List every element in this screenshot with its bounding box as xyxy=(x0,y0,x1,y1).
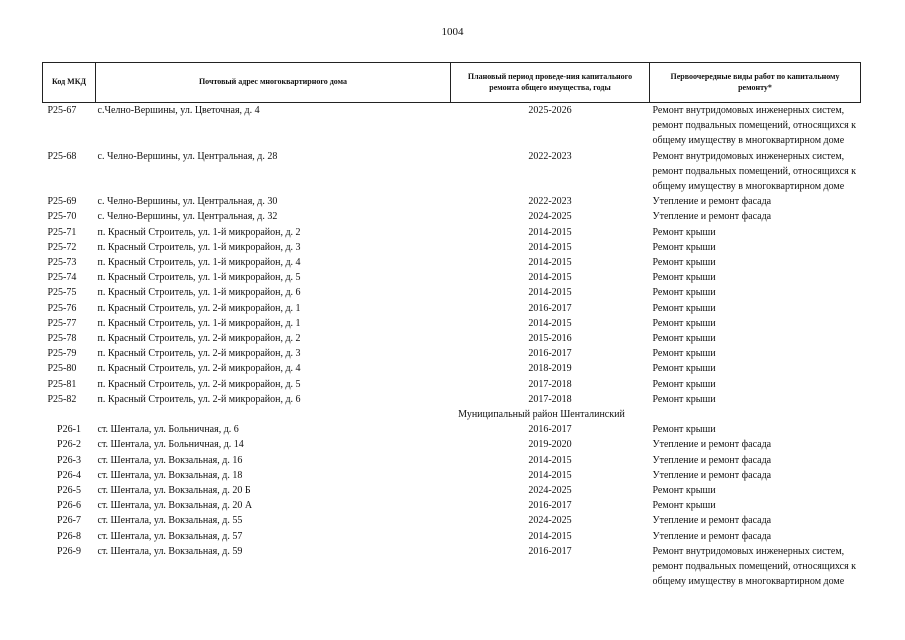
row-code: Р26-6 xyxy=(57,500,81,512)
table-row xyxy=(43,392,861,407)
row-works: Ремонт крыши xyxy=(652,363,716,375)
row-works: Ремонт крыши xyxy=(652,378,716,390)
row-period: 2018-2019 xyxy=(528,363,572,375)
row-code: Р25-78 xyxy=(47,333,77,345)
table-row xyxy=(43,301,861,316)
row-address: п. Красный Строитель, ул. 1-й микрорайон, д. 4 xyxy=(97,257,301,269)
row-code: Р25-69 xyxy=(47,196,77,208)
row-works: Ремонт крыши xyxy=(652,393,716,405)
row-works: Ремонт внутридомовых инженерных систем, ремонт подвальных помещений, относящихся к общему имуществу в многоквартирном доме xyxy=(652,105,857,147)
row-works: Ремонт внутридомовых инженерных систем, ремонт подвальных помещений, относящихся к общему имуществу в многоквартирном доме xyxy=(652,545,857,588)
row-code: Р25-81 xyxy=(47,378,77,390)
row-address: п. Красный Строитель, ул. 2-й микрорайон, д. 1 xyxy=(97,302,301,314)
row-code: Р26-1 xyxy=(57,424,81,436)
table-row xyxy=(43,453,861,468)
row-address: с. Челно-Вершины, ул. Центральная, д. 30 xyxy=(97,196,278,208)
row-code: Р26-4 xyxy=(57,469,81,481)
row-code: Р25-75 xyxy=(47,287,77,299)
row-code: Р26-7 xyxy=(57,515,81,527)
table-row xyxy=(43,513,861,528)
row-code: Р25-79 xyxy=(47,348,77,360)
row-period: 2014-2015 xyxy=(528,241,572,253)
row-period: 2024-2025 xyxy=(528,211,572,223)
row-address: п. Красный Строитель, ул. 1-й микрорайон, д. 5 xyxy=(97,272,301,284)
row-works: Утепление и ремонт фасада xyxy=(652,211,772,223)
row-works: Ремонт внутридомовых инженерных систем, ремонт подвальных помещений, относящихся к общему имуществу в многоквартирном доме xyxy=(652,150,857,193)
table-row xyxy=(43,209,861,224)
row-period: 2014-2015 xyxy=(528,317,572,329)
table-row xyxy=(43,103,861,149)
row-code: Р25-72 xyxy=(47,241,77,253)
row-address: ст. Шентала, ул. Вокзальная, д. 20 А xyxy=(97,500,253,512)
row-works: Утепление и ремонт фасада xyxy=(652,439,772,451)
header-code: Код МКД xyxy=(43,63,96,103)
row-period: 2015-2016 xyxy=(528,333,572,345)
row-period: 2016-2017 xyxy=(528,302,572,314)
table-row xyxy=(43,377,861,392)
table-body-group2 xyxy=(43,422,861,589)
row-works: Утепление и ремонт фасада xyxy=(652,469,772,481)
table-row xyxy=(43,240,861,255)
table-header xyxy=(43,63,861,103)
capital-repair-table xyxy=(42,62,861,590)
row-code: Р25-77 xyxy=(47,317,77,329)
row-code: Р25-67 xyxy=(47,105,77,116)
table-row xyxy=(43,529,861,544)
row-works: Ремонт крыши xyxy=(652,348,716,360)
table-row xyxy=(43,468,861,483)
row-works: Ремонт крыши xyxy=(652,241,716,253)
row-code: Р26-9 xyxy=(57,545,81,557)
row-works: Ремонт крыши xyxy=(652,257,716,269)
row-address: п. Красный Строитель, ул. 2-й микрорайон, д. 3 xyxy=(97,348,301,360)
header-address: Почтовый адрес многоквартирного дома xyxy=(96,63,451,103)
row-period: 2016-2017 xyxy=(528,424,572,436)
table-row xyxy=(43,544,861,590)
row-address: ст. Шентала, ул. Вокзальная, д. 59 xyxy=(97,545,243,557)
row-address: ст. Шентала, ул. Вокзальная, д. 18 xyxy=(97,469,243,481)
row-period: 2022-2023 xyxy=(528,150,572,162)
row-works: Ремонт крыши xyxy=(652,500,716,512)
row-address: ст. Шентала, ул. Больничная, д. 6 xyxy=(97,424,239,436)
row-period: 2014-2015 xyxy=(528,469,572,481)
row-address: п. Красный Строитель, ул. 2-й микрорайон, д. 5 xyxy=(97,378,301,390)
row-code: Р26-8 xyxy=(57,530,81,542)
row-works: Ремонт крыши xyxy=(652,302,716,314)
row-address: с. Челно-Вершины, ул. Центральная, д. 28 xyxy=(97,150,278,162)
table-row xyxy=(43,498,861,513)
row-address: ст. Шентала, ул. Вокзальная, д. 55 xyxy=(97,515,243,527)
row-period: 2014-2015 xyxy=(528,454,572,466)
row-address: п. Красный Строитель, ул. 1-й микрорайон, д. 3 xyxy=(97,241,301,253)
table-row xyxy=(43,285,861,300)
row-period: 2014-2015 xyxy=(528,272,572,284)
row-works: Ремонт крыши xyxy=(652,485,716,497)
row-works: Ремонт крыши xyxy=(652,226,716,238)
section-title: Муниципальный район Шенталинский xyxy=(458,409,625,421)
row-period: 2017-2018 xyxy=(528,393,572,405)
row-period: 2024-2025 xyxy=(528,485,572,497)
table-row xyxy=(43,316,861,331)
row-address: ст. Шентала, ул. Вокзальная, д. 57 xyxy=(97,530,243,542)
row-period: 2014-2015 xyxy=(528,226,572,238)
row-address: с. Челно-Вершины, ул. Центральная, д. 32 xyxy=(97,211,278,223)
row-code: Р25-74 xyxy=(47,272,77,284)
row-works: Утепление и ремонт фасада xyxy=(652,515,772,527)
row-works: Ремонт крыши xyxy=(652,272,716,284)
row-works: Ремонт крыши xyxy=(652,317,716,329)
table-row xyxy=(43,149,861,195)
row-works: Ремонт крыши xyxy=(652,424,716,436)
header-works: Первоочередные виды работ по капитальному ремонту* xyxy=(650,63,861,103)
row-code: Р25-71 xyxy=(47,226,77,238)
row-code: Р26-5 xyxy=(57,485,81,497)
row-code: Р25-73 xyxy=(47,257,77,269)
page-number: 1004 xyxy=(441,26,464,38)
row-address: п. Красный Строитель, ул. 2-й микрорайон, д. 4 xyxy=(97,363,301,375)
row-address: п. Красный Строитель, ул. 1-й микрорайон, д. 1 xyxy=(97,317,301,329)
row-period: 2016-2017 xyxy=(528,348,572,360)
row-code: Р25-76 xyxy=(47,302,77,314)
row-works: Утепление и ремонт фасада xyxy=(652,454,772,466)
row-period: 2025-2026 xyxy=(528,105,572,116)
row-address: с.Челно-Вершины, ул. Цветочная, д. 4 xyxy=(97,105,260,116)
row-address: ст. Шентала, ул. Вокзальная, д. 20 Б xyxy=(97,485,251,497)
row-period: 2017-2018 xyxy=(528,378,572,390)
table-row xyxy=(43,194,861,209)
table-row xyxy=(43,346,861,361)
row-period: 2024-2025 xyxy=(528,515,572,527)
row-works: Ремонт крыши xyxy=(652,333,716,345)
table-row xyxy=(43,361,861,376)
row-address: ст. Шентала, ул. Вокзальная, д. 16 xyxy=(97,454,243,466)
row-period: 2014-2015 xyxy=(528,530,572,542)
row-code: Р25-68 xyxy=(47,150,77,162)
table-row xyxy=(43,437,861,452)
table-body-group1 xyxy=(43,103,861,408)
row-works: Утепление и ремонт фасада xyxy=(652,530,772,542)
row-works: Ремонт крыши xyxy=(652,287,716,299)
row-code: Р26-2 xyxy=(57,439,81,451)
row-period: 2016-2017 xyxy=(528,500,572,512)
row-works: Утепление и ремонт фасада xyxy=(652,196,772,208)
row-address: п. Красный Строитель, ул. 1-й микрорайон, д. 2 xyxy=(97,226,301,238)
table-row xyxy=(43,483,861,498)
row-code: Р25-80 xyxy=(47,363,77,375)
table-row xyxy=(43,225,861,240)
row-code: Р26-3 xyxy=(57,454,81,466)
table-row xyxy=(43,255,861,270)
row-period: 2014-2015 xyxy=(528,257,572,269)
row-address: ст. Шентала, ул. Больничная, д. 14 xyxy=(97,439,244,451)
row-period: 2019-2020 xyxy=(528,439,572,451)
row-address: п. Красный Строитель, ул. 1-й микрорайон, д. 6 xyxy=(97,287,301,299)
section-row-group xyxy=(43,407,861,422)
row-code: Р25-70 xyxy=(47,211,77,223)
table-row xyxy=(43,331,861,346)
header-period: Плановый период проведе-ния капитального ремонта общего имущества, годы xyxy=(451,63,650,103)
table-row xyxy=(43,270,861,285)
row-address: п. Красный Строитель, ул. 2-й микрорайон, д. 6 xyxy=(97,393,301,405)
row-period: 2016-2017 xyxy=(528,545,572,557)
row-address: п. Красный Строитель, ул. 2-й микрорайон, д. 2 xyxy=(97,333,301,345)
row-period: 2014-2015 xyxy=(528,287,572,299)
section-row xyxy=(43,407,861,422)
row-code: Р25-82 xyxy=(47,393,77,405)
table-row xyxy=(43,422,861,437)
row-period: 2022-2023 xyxy=(528,196,572,208)
